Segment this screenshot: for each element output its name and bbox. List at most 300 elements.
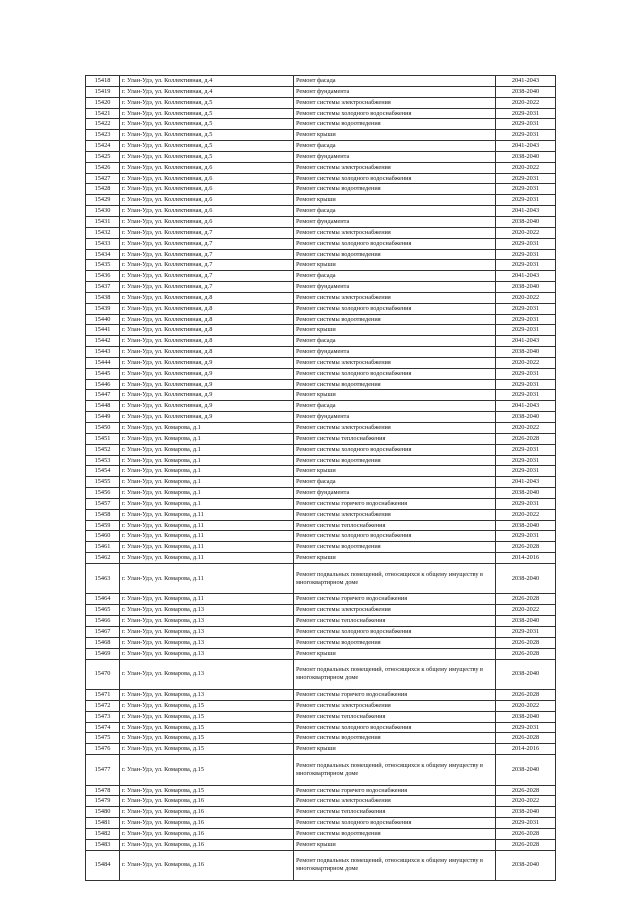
period-cell: 2020-2022 <box>496 97 556 108</box>
row-number-cell: 15433 <box>86 238 120 249</box>
period-cell: 2038-2040 <box>496 711 556 722</box>
period-cell: 2026-2028 <box>496 690 556 701</box>
work-type-cell: Ремонт системы водоотведения <box>294 379 496 390</box>
period-cell: 2029-2031 <box>496 184 556 195</box>
row-number-cell: 15419 <box>86 86 120 97</box>
period-cell: 2029-2031 <box>496 108 556 119</box>
period-cell: 2026-2028 <box>496 733 556 744</box>
row-number-cell: 15460 <box>86 531 120 542</box>
table-row <box>86 238 556 249</box>
work-type-cell: Ремонт фасада <box>294 206 496 217</box>
table-row <box>86 605 556 616</box>
row-number-cell: 15450 <box>86 423 120 434</box>
table-row <box>86 119 556 130</box>
row-number-cell: 15424 <box>86 141 120 152</box>
table-row <box>86 648 556 659</box>
table-row <box>86 594 556 605</box>
work-type-cell: Ремонт системы водоотведения <box>294 314 496 325</box>
table-row <box>86 616 556 627</box>
row-number-cell: 15434 <box>86 249 120 260</box>
work-type-cell: Ремонт системы водоотведения <box>294 119 496 130</box>
address-cell: г. Улан-Удэ, ул. Коллективная, д.8 <box>120 325 294 336</box>
address-cell: г. Улан-Удэ, ул. Комарова, д.11 <box>120 563 294 594</box>
period-cell: 2029-2031 <box>496 722 556 733</box>
address-cell: г. Улан-Удэ, ул. Комарова, д.16 <box>120 796 294 807</box>
period-cell: 2026-2028 <box>496 839 556 850</box>
work-type-cell: Ремонт системы водоотведения <box>294 249 496 260</box>
address-cell: г. Улан-Удэ, ул. Коллективная, д.6 <box>120 195 294 206</box>
address-cell: г. Улан-Удэ, ул. Комарова, д.11 <box>120 509 294 520</box>
table-row <box>86 711 556 722</box>
address-cell: г. Улан-Удэ, ул. Коллективная, д.7 <box>120 282 294 293</box>
row-number-cell: 15476 <box>86 744 120 755</box>
table-row <box>86 509 556 520</box>
address-cell: г. Улан-Удэ, ул. Комарова, д.15 <box>120 755 294 786</box>
table-row <box>86 850 556 881</box>
address-cell: г. Улан-Удэ, ул. Комарова, д.15 <box>120 785 294 796</box>
table-row <box>86 455 556 466</box>
table-row <box>86 97 556 108</box>
row-number-cell: 15458 <box>86 509 120 520</box>
period-cell: 2038-2040 <box>496 563 556 594</box>
address-cell: г. Улан-Удэ, ул. Коллективная, д.5 <box>120 130 294 141</box>
address-cell: г. Улан-Удэ, ул. Коллективная, д.7 <box>120 238 294 249</box>
address-cell: г. Улан-Удэ, ул. Комарова, д.11 <box>120 553 294 564</box>
period-cell: 2026-2028 <box>496 648 556 659</box>
address-cell: г. Улан-Удэ, ул. Комарова, д.15 <box>120 722 294 733</box>
address-cell: г. Улан-Удэ, ул. Коллективная, д.9 <box>120 379 294 390</box>
work-type-cell: Ремонт фундамента <box>294 86 496 97</box>
period-cell: 2038-2040 <box>496 850 556 881</box>
work-type-cell: Ремонт системы электроснабжения <box>294 227 496 238</box>
address-cell: г. Улан-Удэ, ул. Коллективная, д.8 <box>120 314 294 325</box>
table-row <box>86 659 556 690</box>
address-cell: г. Улан-Удэ, ул. Коллективная, д.9 <box>120 412 294 423</box>
period-cell: 2038-2040 <box>496 755 556 786</box>
row-number-cell: 15418 <box>86 76 120 87</box>
work-type-cell: Ремонт крыши <box>294 390 496 401</box>
work-type-cell: Ремонт системы водоотведения <box>294 637 496 648</box>
table-row <box>86 303 556 314</box>
work-type-cell: Ремонт фасада <box>294 271 496 282</box>
period-cell: 2038-2040 <box>496 151 556 162</box>
period-cell: 2041-2043 <box>496 336 556 347</box>
work-type-cell: Ремонт системы горячего водоснабжения <box>294 690 496 701</box>
row-number-cell: 15426 <box>86 162 120 173</box>
address-cell: г. Улан-Удэ, ул. Комарова, д.13 <box>120 605 294 616</box>
address-cell: г. Улан-Удэ, ул. Комарова, д.13 <box>120 616 294 627</box>
work-type-cell: Ремонт фундамента <box>294 347 496 358</box>
period-cell: 2029-2031 <box>496 466 556 477</box>
table-row <box>86 637 556 648</box>
row-number-cell: 15428 <box>86 184 120 195</box>
address-cell: г. Улан-Удэ, ул. Коллективная, д.5 <box>120 151 294 162</box>
row-number-cell: 15420 <box>86 97 120 108</box>
work-type-cell: Ремонт подвальных помещений, относящихся к общему имуществу в многоквартирном доме <box>294 563 496 594</box>
period-cell: 2029-2031 <box>496 119 556 130</box>
work-type-cell: Ремонт системы холодного водоснабжения <box>294 531 496 542</box>
table-row <box>86 520 556 531</box>
table-row <box>86 690 556 701</box>
period-cell: 2038-2040 <box>496 86 556 97</box>
row-number-cell: 15432 <box>86 227 120 238</box>
address-cell: г. Улан-Удэ, ул. Коллективная, д.7 <box>120 271 294 282</box>
period-cell: 2026-2028 <box>496 637 556 648</box>
address-cell: г. Улан-Удэ, ул. Комарова, д.11 <box>120 520 294 531</box>
row-number-cell: 15448 <box>86 401 120 412</box>
period-cell: 2029-2031 <box>496 455 556 466</box>
table-row <box>86 227 556 238</box>
work-type-cell: Ремонт фасада <box>294 336 496 347</box>
period-cell: 2026-2028 <box>496 542 556 553</box>
row-number-cell: 15441 <box>86 325 120 336</box>
period-cell: 2038-2040 <box>496 659 556 690</box>
address-cell: г. Улан-Удэ, ул. Коллективная, д.9 <box>120 390 294 401</box>
period-cell: 2029-2031 <box>496 314 556 325</box>
row-number-cell: 15439 <box>86 303 120 314</box>
address-cell: г. Улан-Удэ, ул. Комарова, д.11 <box>120 542 294 553</box>
work-type-cell: Ремонт подвальных помещений, относящихся к общему имуществу в многоквартирном доме <box>294 850 496 881</box>
work-type-cell: Ремонт крыши <box>294 260 496 271</box>
work-type-cell: Ремонт крыши <box>294 195 496 206</box>
row-number-cell: 15461 <box>86 542 120 553</box>
address-cell: г. Улан-Удэ, ул. Комарова, д.13 <box>120 637 294 648</box>
row-number-cell: 15436 <box>86 271 120 282</box>
table-row <box>86 722 556 733</box>
table-body <box>86 76 556 881</box>
work-type-cell: Ремонт системы холодного водоснабжения <box>294 303 496 314</box>
address-cell: г. Улан-Удэ, ул. Комарова, д.1 <box>120 423 294 434</box>
row-number-cell: 15475 <box>86 733 120 744</box>
address-cell: г. Улан-Удэ, ул. Комарова, д.16 <box>120 818 294 829</box>
table-row <box>86 271 556 282</box>
work-type-cell: Ремонт фундамента <box>294 216 496 227</box>
period-cell: 2038-2040 <box>496 520 556 531</box>
period-cell: 2041-2043 <box>496 271 556 282</box>
work-type-cell: Ремонт системы теплоснабжения <box>294 616 496 627</box>
table-row <box>86 553 556 564</box>
address-cell: г. Улан-Удэ, ул. Комарова, д.1 <box>120 433 294 444</box>
row-number-cell: 15477 <box>86 755 120 786</box>
work-type-cell: Ремонт системы электроснабжения <box>294 357 496 368</box>
work-type-cell: Ремонт системы горячего водоснабжения <box>294 594 496 605</box>
address-cell: г. Улан-Удэ, ул. Комарова, д.1 <box>120 444 294 455</box>
row-number-cell: 15423 <box>86 130 120 141</box>
work-type-cell: Ремонт системы холодного водоснабжения <box>294 238 496 249</box>
work-type-cell: Ремонт крыши <box>294 839 496 850</box>
row-number-cell: 15454 <box>86 466 120 477</box>
work-type-cell: Ремонт фундамента <box>294 488 496 499</box>
period-cell: 2038-2040 <box>496 412 556 423</box>
work-type-cell: Ремонт системы электроснабжения <box>294 700 496 711</box>
table-row <box>86 423 556 434</box>
address-cell: г. Улан-Удэ, ул. Коллективная, д.4 <box>120 86 294 97</box>
table-row <box>86 336 556 347</box>
work-type-cell: Ремонт системы теплоснабжения <box>294 711 496 722</box>
row-number-cell: 15469 <box>86 648 120 659</box>
address-cell: г. Улан-Удэ, ул. Комарова, д.15 <box>120 700 294 711</box>
row-number-cell: 15440 <box>86 314 120 325</box>
table-row <box>86 818 556 829</box>
row-number-cell: 15445 <box>86 368 120 379</box>
table-row <box>86 347 556 358</box>
table-row <box>86 151 556 162</box>
row-number-cell: 15474 <box>86 722 120 733</box>
work-type-cell: Ремонт системы электроснабжения <box>294 796 496 807</box>
address-cell: г. Улан-Удэ, ул. Комарова, д.13 <box>120 648 294 659</box>
row-number-cell: 15464 <box>86 594 120 605</box>
address-cell: г. Улан-Удэ, ул. Комарова, д.16 <box>120 828 294 839</box>
table-row <box>86 477 556 488</box>
work-type-cell: Ремонт системы электроснабжения <box>294 292 496 303</box>
period-cell: 2038-2040 <box>496 347 556 358</box>
table-row <box>86 785 556 796</box>
address-cell: г. Улан-Удэ, ул. Коллективная, д.6 <box>120 206 294 217</box>
address-cell: г. Улан-Удэ, ул. Коллективная, д.8 <box>120 292 294 303</box>
work-type-cell: Ремонт системы холодного водоснабжения <box>294 368 496 379</box>
period-cell: 2029-2031 <box>496 195 556 206</box>
row-number-cell: 15451 <box>86 433 120 444</box>
table-row <box>86 412 556 423</box>
table-row <box>86 292 556 303</box>
work-type-cell: Ремонт системы холодного водоснабжения <box>294 722 496 733</box>
address-cell: г. Улан-Удэ, ул. Коллективная, д.6 <box>120 216 294 227</box>
row-number-cell: 15470 <box>86 659 120 690</box>
row-number-cell: 15465 <box>86 605 120 616</box>
period-cell: 2041-2043 <box>496 477 556 488</box>
address-cell: г. Улан-Удэ, ул. Комарова, д.13 <box>120 690 294 701</box>
row-number-cell: 15478 <box>86 785 120 796</box>
address-cell: г. Улан-Удэ, ул. Комарова, д.11 <box>120 531 294 542</box>
work-type-cell: Ремонт системы электроснабжения <box>294 605 496 616</box>
row-number-cell: 15429 <box>86 195 120 206</box>
address-cell: г. Улан-Удэ, ул. Коллективная, д.6 <box>120 173 294 184</box>
work-type-cell: Ремонт системы холодного водоснабжения <box>294 173 496 184</box>
work-type-cell: Ремонт подвальных помещений, относящихся к общему имуществу в многоквартирном доме <box>294 755 496 786</box>
repair-schedule-table <box>85 75 556 881</box>
period-cell: 2038-2040 <box>496 807 556 818</box>
period-cell: 2026-2028 <box>496 828 556 839</box>
table-row <box>86 755 556 786</box>
period-cell: 2026-2028 <box>496 594 556 605</box>
table-row <box>86 744 556 755</box>
address-cell: г. Улан-Удэ, ул. Комарова, д.1 <box>120 498 294 509</box>
table-row <box>86 141 556 152</box>
period-cell: 2029-2031 <box>496 368 556 379</box>
table-row <box>86 401 556 412</box>
row-number-cell: 15481 <box>86 818 120 829</box>
work-type-cell: Ремонт системы теплоснабжения <box>294 433 496 444</box>
period-cell: 2029-2031 <box>496 130 556 141</box>
address-cell: г. Улан-Удэ, ул. Коллективная, д.6 <box>120 162 294 173</box>
row-number-cell: 15479 <box>86 796 120 807</box>
work-type-cell: Ремонт крыши <box>294 744 496 755</box>
period-cell: 2029-2031 <box>496 444 556 455</box>
period-cell: 2029-2031 <box>496 818 556 829</box>
work-type-cell: Ремонт фундамента <box>294 412 496 423</box>
period-cell: 2014-2016 <box>496 553 556 564</box>
table-row <box>86 368 556 379</box>
table-row <box>86 828 556 839</box>
table-row <box>86 357 556 368</box>
address-cell: г. Улан-Удэ, ул. Комарова, д.15 <box>120 711 294 722</box>
address-cell: г. Улан-Удэ, ул. Коллективная, д.9 <box>120 401 294 412</box>
table-row <box>86 498 556 509</box>
table-row <box>86 76 556 87</box>
row-number-cell: 15453 <box>86 455 120 466</box>
address-cell: г. Улан-Удэ, ул. Комарова, д.1 <box>120 455 294 466</box>
period-cell: 2038-2040 <box>496 216 556 227</box>
address-cell: г. Улан-Удэ, ул. Коллективная, д.6 <box>120 184 294 195</box>
address-cell: г. Улан-Удэ, ул. Комарова, д.13 <box>120 627 294 638</box>
table-row <box>86 700 556 711</box>
work-type-cell: Ремонт подвальных помещений, относящихся к общему имуществу в многоквартирном доме <box>294 659 496 690</box>
row-number-cell: 15468 <box>86 637 120 648</box>
row-number-cell: 15452 <box>86 444 120 455</box>
address-cell: г. Улан-Удэ, ул. Комарова, д.16 <box>120 839 294 850</box>
period-cell: 2020-2022 <box>496 162 556 173</box>
work-type-cell: Ремонт крыши <box>294 553 496 564</box>
row-number-cell: 15421 <box>86 108 120 119</box>
row-number-cell: 15444 <box>86 357 120 368</box>
row-number-cell: 15437 <box>86 282 120 293</box>
period-cell: 2020-2022 <box>496 423 556 434</box>
row-number-cell: 15471 <box>86 690 120 701</box>
row-number-cell: 15422 <box>86 119 120 130</box>
address-cell: г. Улан-Удэ, ул. Комарова, д.16 <box>120 807 294 818</box>
work-type-cell: Ремонт системы водоотведения <box>294 184 496 195</box>
row-number-cell: 15446 <box>86 379 120 390</box>
work-type-cell: Ремонт системы холодного водоснабжения <box>294 818 496 829</box>
row-number-cell: 15442 <box>86 336 120 347</box>
row-number-cell: 15431 <box>86 216 120 227</box>
period-cell: 2020-2022 <box>496 227 556 238</box>
address-cell: г. Улан-Удэ, ул. Комарова, д.13 <box>120 659 294 690</box>
period-cell: 2029-2031 <box>496 173 556 184</box>
period-cell: 2041-2043 <box>496 401 556 412</box>
work-type-cell: Ремонт системы водоотведения <box>294 733 496 744</box>
table-row <box>86 531 556 542</box>
table-row <box>86 216 556 227</box>
row-number-cell: 15467 <box>86 627 120 638</box>
address-cell: г. Улан-Удэ, ул. Коллективная, д.7 <box>120 260 294 271</box>
period-cell: 2026-2028 <box>496 785 556 796</box>
period-cell: 2020-2022 <box>496 700 556 711</box>
work-type-cell: Ремонт фасада <box>294 401 496 412</box>
address-cell: г. Улан-Удэ, ул. Коллективная, д.8 <box>120 347 294 358</box>
address-cell: г. Улан-Удэ, ул. Коллективная, д.7 <box>120 227 294 238</box>
address-cell: г. Улан-Удэ, ул. Коллективная, д.9 <box>120 368 294 379</box>
table-row <box>86 325 556 336</box>
address-cell: г. Улан-Удэ, ул. Коллективная, д.9 <box>120 357 294 368</box>
table-row <box>86 260 556 271</box>
table-row <box>86 162 556 173</box>
work-type-cell: Ремонт фасада <box>294 477 496 488</box>
table-row <box>86 108 556 119</box>
period-cell: 2020-2022 <box>496 509 556 520</box>
address-cell: г. Улан-Удэ, ул. Комарова, д.1 <box>120 477 294 488</box>
address-cell: г. Улан-Удэ, ул. Коллективная, д.5 <box>120 108 294 119</box>
address-cell: г. Улан-Удэ, ул. Комарова, д.15 <box>120 733 294 744</box>
work-type-cell: Ремонт крыши <box>294 130 496 141</box>
period-cell: 2038-2040 <box>496 282 556 293</box>
work-type-cell: Ремонт системы холодного водоснабжения <box>294 108 496 119</box>
period-cell: 2029-2031 <box>496 390 556 401</box>
address-cell: г. Улан-Удэ, ул. Коллективная, д.5 <box>120 97 294 108</box>
row-number-cell: 15473 <box>86 711 120 722</box>
period-cell: 2029-2031 <box>496 498 556 509</box>
table-row <box>86 390 556 401</box>
address-cell: г. Улан-Удэ, ул. Коллективная, д.8 <box>120 303 294 314</box>
table-row <box>86 542 556 553</box>
row-number-cell: 15462 <box>86 553 120 564</box>
period-cell: 2020-2022 <box>496 796 556 807</box>
work-type-cell: Ремонт системы горячего водоснабжения <box>294 785 496 796</box>
table-row <box>86 130 556 141</box>
work-type-cell: Ремонт системы теплоснабжения <box>294 520 496 531</box>
row-number-cell: 15482 <box>86 828 120 839</box>
row-number-cell: 15472 <box>86 700 120 711</box>
row-number-cell: 15443 <box>86 347 120 358</box>
period-cell: 2041-2043 <box>496 76 556 87</box>
table-row <box>86 195 556 206</box>
row-number-cell: 15438 <box>86 292 120 303</box>
table-row <box>86 839 556 850</box>
table-row <box>86 314 556 325</box>
row-number-cell: 15480 <box>86 807 120 818</box>
table-row <box>86 627 556 638</box>
row-number-cell: 15435 <box>86 260 120 271</box>
row-number-cell: 15463 <box>86 563 120 594</box>
row-number-cell: 15455 <box>86 477 120 488</box>
address-cell: г. Улан-Удэ, ул. Коллективная, д.5 <box>120 119 294 130</box>
period-cell: 2029-2031 <box>496 325 556 336</box>
work-type-cell: Ремонт крыши <box>294 466 496 477</box>
work-type-cell: Ремонт системы теплоснабжения <box>294 807 496 818</box>
table-row <box>86 173 556 184</box>
work-type-cell: Ремонт фасада <box>294 141 496 152</box>
period-cell: 2029-2031 <box>496 303 556 314</box>
period-cell: 2020-2022 <box>496 605 556 616</box>
address-cell: г. Улан-Удэ, ул. Комарова, д.16 <box>120 850 294 881</box>
period-cell: 2020-2022 <box>496 292 556 303</box>
row-number-cell: 15484 <box>86 850 120 881</box>
work-type-cell: Ремонт крыши <box>294 325 496 336</box>
table-row <box>86 249 556 260</box>
period-cell: 2014-2016 <box>496 744 556 755</box>
work-type-cell: Ремонт крыши <box>294 648 496 659</box>
period-cell: 2029-2031 <box>496 249 556 260</box>
work-type-cell: Ремонт системы водоотведения <box>294 542 496 553</box>
table-row <box>86 444 556 455</box>
period-cell: 2029-2031 <box>496 627 556 638</box>
period-cell: 2041-2043 <box>496 141 556 152</box>
table-row <box>86 466 556 477</box>
row-number-cell: 15466 <box>86 616 120 627</box>
work-type-cell: Ремонт системы электроснабжения <box>294 162 496 173</box>
work-type-cell: Ремонт системы горячего водоснабжения <box>294 498 496 509</box>
period-cell: 2038-2040 <box>496 616 556 627</box>
table-row <box>86 282 556 293</box>
work-type-cell: Ремонт системы электроснабжения <box>294 97 496 108</box>
period-cell: 2020-2022 <box>496 357 556 368</box>
row-number-cell: 15449 <box>86 412 120 423</box>
period-cell: 2029-2031 <box>496 238 556 249</box>
table-row <box>86 563 556 594</box>
row-number-cell: 15456 <box>86 488 120 499</box>
address-cell: г. Улан-Удэ, ул. Комарова, д.1 <box>120 488 294 499</box>
work-type-cell: Ремонт фундамента <box>294 282 496 293</box>
